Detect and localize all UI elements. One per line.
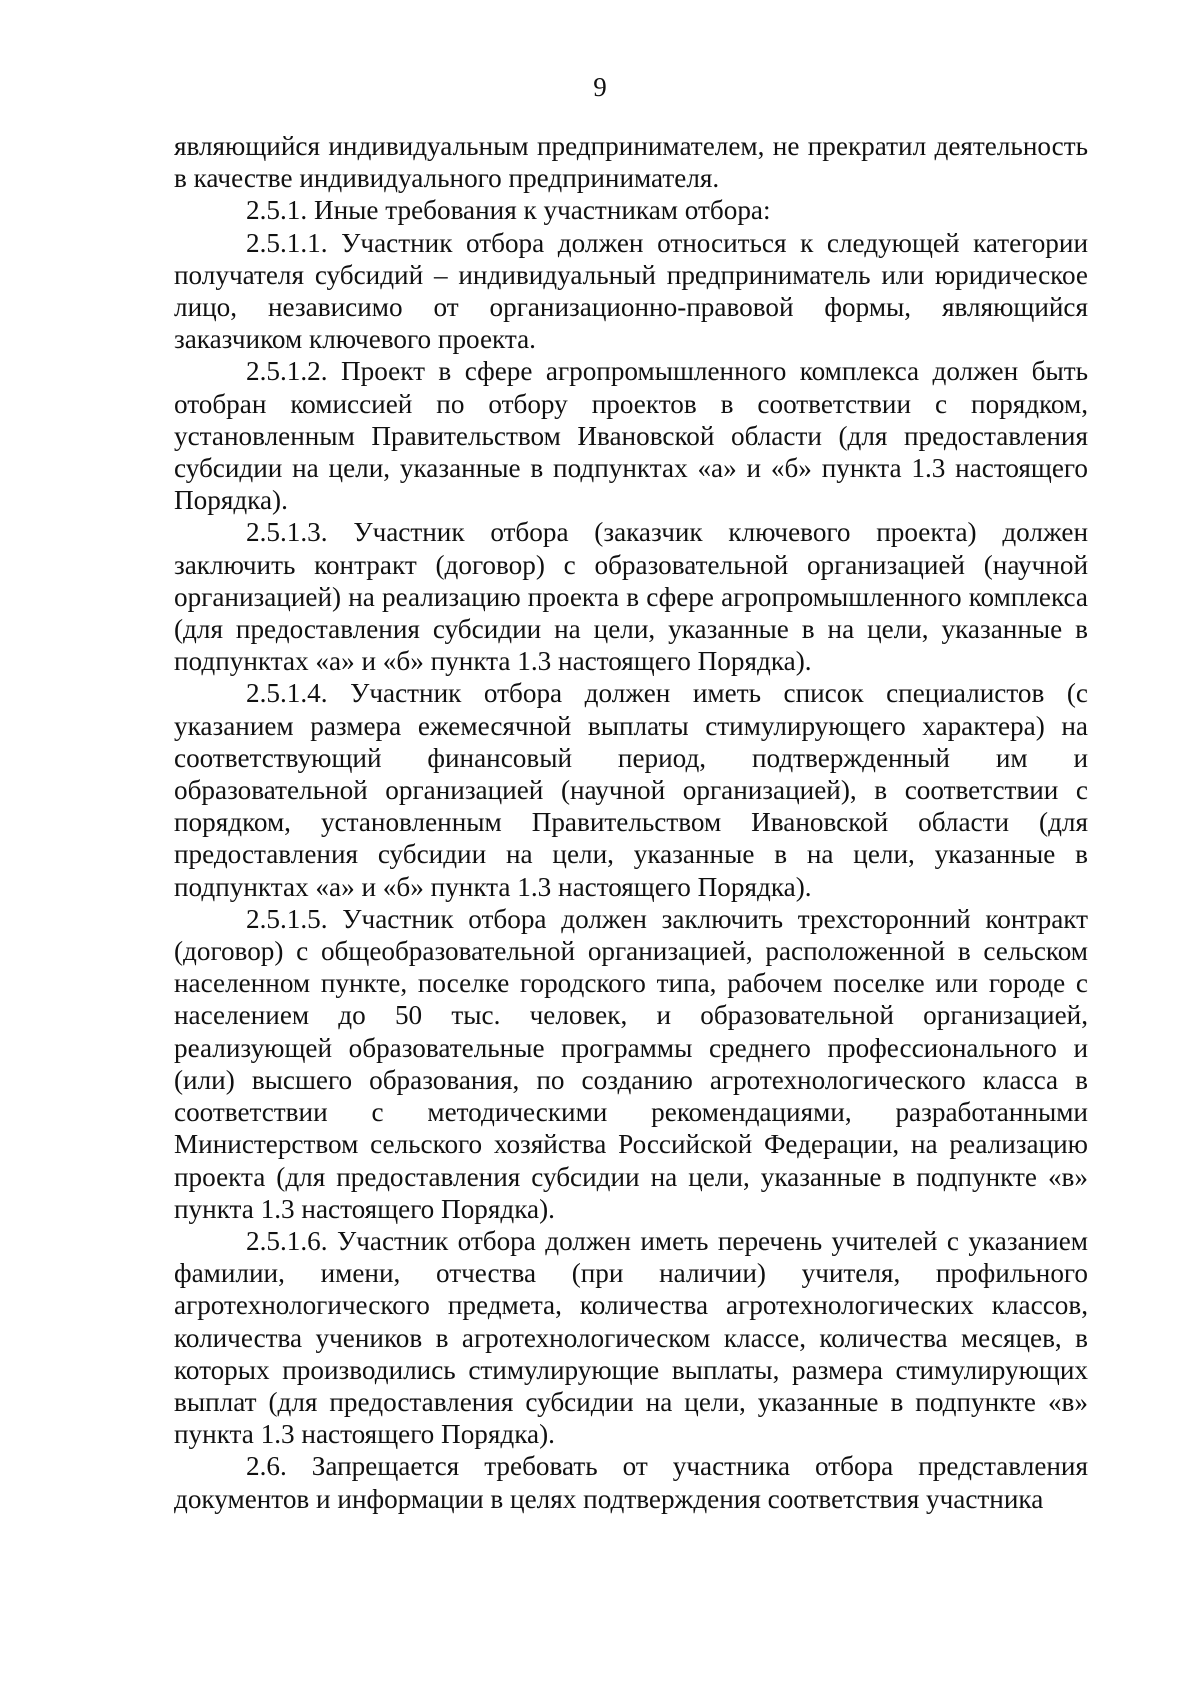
paragraph-continuation: являющийся индивидуальным предпринимателем, не прекратил деятельность в качестве индивидуального предпринимателя. bbox=[174, 131, 1088, 194]
paragraph-2-5-1-4: 2.5.1.4. Участник отбора должен иметь список специалистов (с указанием размера ежемесячной выплаты стимулирующего характера) на соответствующий финансовый период, подтвержденный им и образовательной организацией (научной организацией), в соответствии с порядком, установленным Правительством Ивановской области (для предоставления субсидии на цели, указанные в на цели, указанные в подпунктах «а» и «б» пункта 1.3 настоящего Порядка). bbox=[174, 678, 1088, 902]
paragraph-2-6: 2.6. Запрещается требовать от участника отбора представления документов и информации в целях подтверждения соответствия участника bbox=[174, 1451, 1088, 1514]
page-number: 9 bbox=[593, 72, 607, 102]
paragraph-2-5-1-3: 2.5.1.3. Участник отбора (заказчик ключевого проекта) должен заключить контракт (договор) с образовательной организацией (научной организацией) на реализацию проекта в сфере агропромышленного комплекса (для предоставления субсидии на цели, указанные в на цели, указанные в подпунктах «а» и «б» пункта 1.3 настоящего Порядка). bbox=[174, 517, 1088, 677]
document-body bbox=[174, 130, 1088, 1515]
paragraph-2-5-1-5: 2.5.1.5. Участник отбора должен заключить трехсторонний контракт (договор) с общеобразовательной организацией, расположенной в сельском населенном пункте, поселке городского типа, рабочем поселке или городе с населением до 50 тыс. человек, и образовательной организацией, реализующей образовательные программы среднего профессионального и (или) высшего образования, по созданию агротехнологического класса в соответствии с методическими рекомендациями, разработанными Министерством сельского хозяйства Российской Федерации, на реализацию проекта (для предоставления субсидии на цели, указанные в подпункте «в» пункта 1.3 настоящего Порядка). bbox=[174, 903, 1088, 1224]
paragraph-2-5-1-2: 2.5.1.2. Проект в сфере агропромышленного комплекса должен быть отобран комиссией по отбору проектов в соответствии с порядком, установленным Правительством Ивановской области (для предоставления субсидии на цели, указанные в подпунктах «а» и «б» пункта 1.3 настоящего Порядка). bbox=[174, 356, 1088, 516]
paragraph-2-5-1-1: 2.5.1.1. Участник отбора должен относиться к следующей категории получателя субсидий – индивидуальный предприниматель или юридическое лицо, независимо от организационно-правовой формы, являющийся заказчиком ключевого проекта. bbox=[174, 227, 1088, 355]
paragraph-2-5-1: 2.5.1. Иные требования к участникам отбора: bbox=[246, 195, 771, 226]
paragraph-2-5-1-6: 2.5.1.6. Участник отбора должен иметь перечень учителей с указанием фамилии, имени, отчества (при наличии) учителя, профильного агротехнологического предмета, количества агротехнологических классов, количества учеников в агротехнологическом классе, количества месяцев, в которых производились стимулирующие выплаты, размера стимулирующих выплат (для предоставления субсидии на цели, указанные в подпункте «в» пункта 1.3 настоящего Порядка). bbox=[174, 1225, 1088, 1450]
